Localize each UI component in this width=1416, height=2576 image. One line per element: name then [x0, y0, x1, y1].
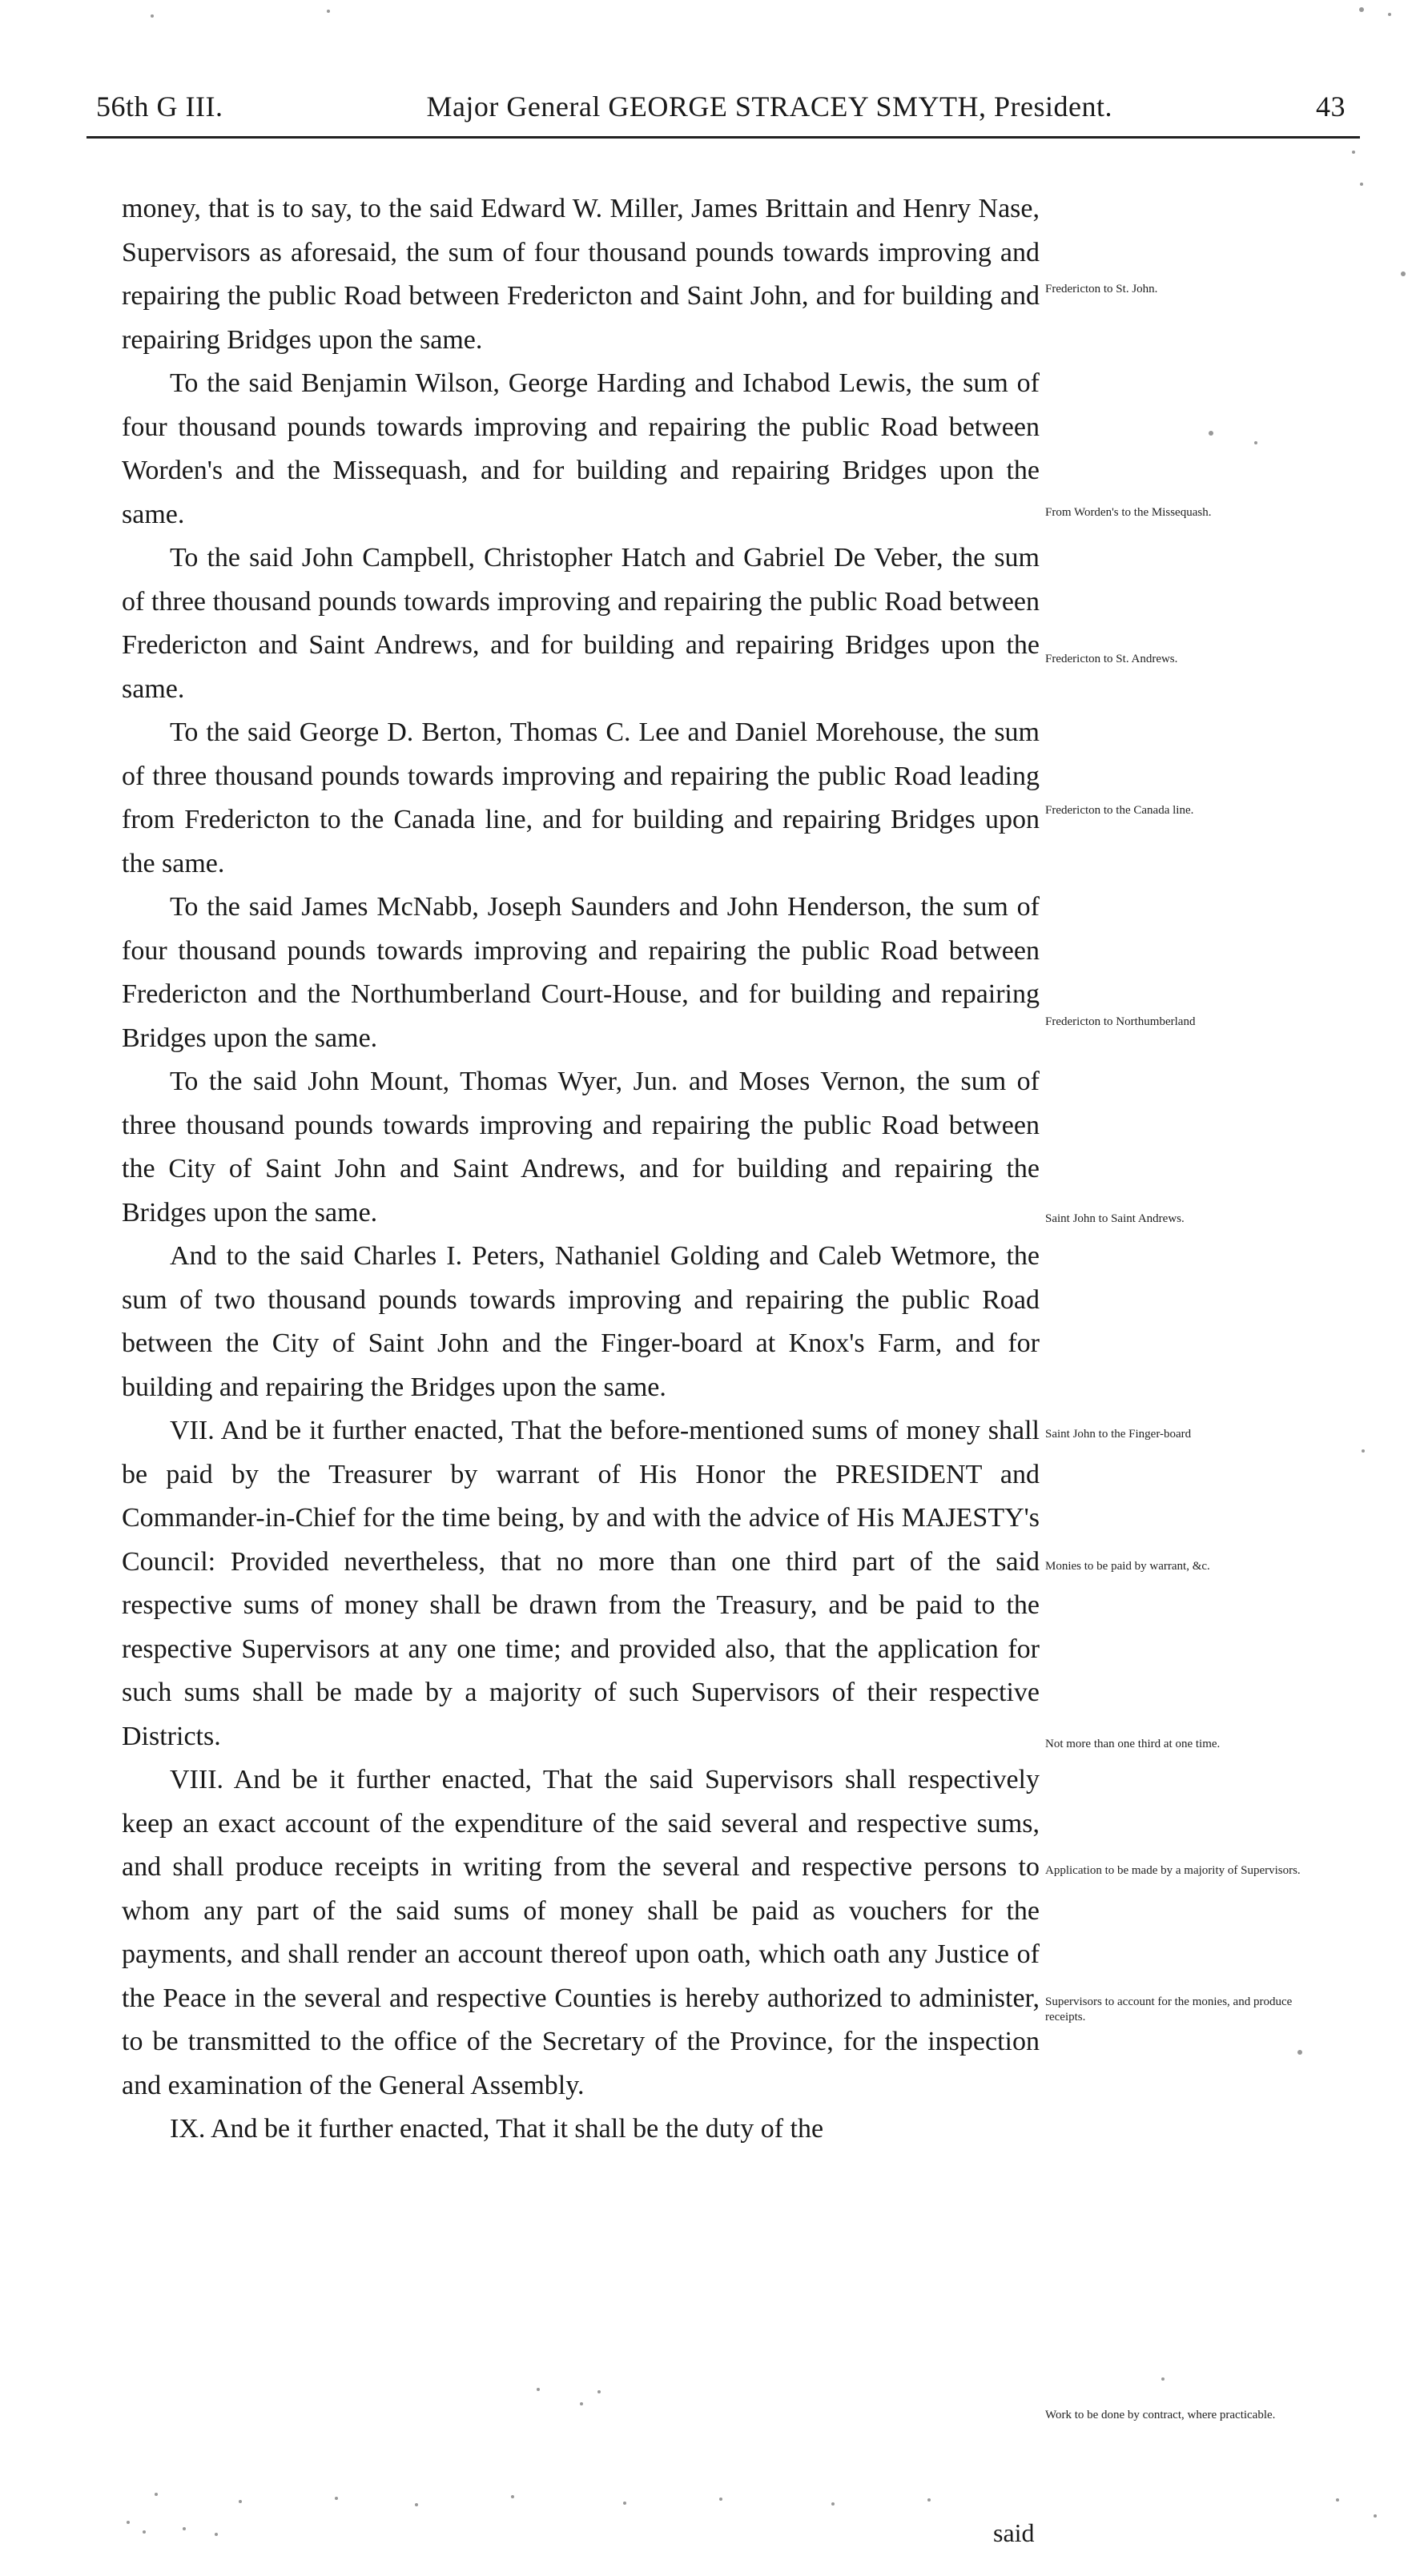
- paragraph-road-fredericton-canada-line: To the said George D. Berton, Thomas C. Lee and Daniel Morehouse, the sum of three thousand pounds towards improving and repairing the public Road leading from Fredericton to the Canada line, and for building and repairing Bridges upon the same.: [122, 717, 1040, 878]
- catchword: said: [993, 2518, 1035, 2547]
- paragraph-road-wordens-missequash: To the said Benjamin Wilson, George Harding and Ichabod Lewis, the sum of four thousand pounds towards improving and repairing the public Road between Worden's and the Missequash, and for building and repairing Bridges upon the same.: [122, 368, 1040, 529]
- margin-note-monies-warrant: Monies to be paid by warrant, &c.: [1045, 1560, 1210, 1573]
- margin-note-fredericton-northumberland: Fredericton to Northumberland: [1045, 1015, 1196, 1028]
- session-reference: 56th G III.: [96, 90, 223, 123]
- section-viii: VIII. And be it further enacted, That the said Supervisors shall respectively keep an exact account of the expenditure of the said several and respective sums, and shall produce receipts in writing from the several and respective persons to whom any part of the said sums of money shall be paid as vouchers for the payments, and shall render an account thereof upon oath, which oath any Justice of the Peace in the several and respective Counties is hereby authorized to administer, to be transmitted to the office of the Secretary of the Province, for the inspection and examination of the General Assembly.: [122, 1765, 1040, 2100]
- margin-note-one-third: Not more than one third at one time.: [1045, 1738, 1221, 1750]
- margin-note-saint-john-saint-andrews: Saint John to Saint Andrews.: [1045, 1212, 1185, 1225]
- margin-note-saint-john-finger-board: Saint John to the Finger-board: [1045, 1428, 1192, 1441]
- running-title: Major General GEORGE STRACEY SMYTH, President.: [426, 90, 1113, 123]
- margin-note-work-by-contract: Work to be done by contract, where practicable.: [1045, 2409, 1276, 2421]
- paragraph-road-fredericton-northumberland: To the said James McNabb, Joseph Saunders and John Henderson, the sum of four thousand pounds towards improving and repairing the public Road between Fredericton and the Northumberland Court-House, and for building and repairing Bridges upon the same.: [122, 892, 1040, 1053]
- paragraph-road-fredericton-saint-andrews: To the said John Campbell, Christopher Hatch and Gabriel De Veber, the sum of three thousand pounds towards improving and repairing the public Road between Fredericton and Saint Andrews, and for building and repairing Bridges upon the same.: [122, 543, 1040, 704]
- margin-note-fredericton-canada-line: Fredericton to the Canada line.: [1045, 804, 1194, 817]
- margin-note-application-majority: Application to be made by a majority of Supervisors.: [1045, 1864, 1301, 1877]
- margin-note-fredericton-st-andrews: Fredericton to St. Andrews.: [1045, 653, 1178, 665]
- section-vii: VII. And be it further enacted, That the before-mentioned sums of money shall be paid by the Treasurer by warrant of His Honor the PRESIDENT and Commander-in-Chief for the time being, by and with the advice of His MAJESTY's Council: Provided nevertheless, that no more than one third part of the said respective sums of money shall be drawn from the Treasury, and be paid to the respective Supervisors at any one time; and provided also, that the application for such sums shall be made by a majority of such Supervisors of their respective Districts.: [122, 1416, 1040, 1751]
- page-number: 43: [1316, 90, 1346, 123]
- paragraph-road-saint-john-finger-board: And to the said Charles I. Peters, Nathaniel Golding and Caleb Wetmore, the sum of two thousand pounds towards improving and repairing the public Road between the City of Saint John and the Finger-board at Knox's Farm, and for building and repairing the Bridges upon the same.: [122, 1241, 1040, 1402]
- margin-note-supervisors-account: Supervisors to account for the monies, and produce receipts.: [1045, 1995, 1293, 2023]
- paragraph-road-saint-john-saint-andrews: To the said John Mount, Thomas Wyer, Jun. and Moses Vernon, the sum of three thousand pounds towards improving and repairing the public Road between the City of Saint John and Saint Andrews, and for building and repairing the Bridges upon the same.: [122, 1067, 1040, 1228]
- margin-note-wordens-missequash: From Worden's to the Missequash.: [1045, 506, 1212, 519]
- margin-note-fredericton-st-john: Fredericton to St. John.: [1045, 283, 1158, 295]
- section-ix: IX. And be it further enacted, That it shall be the duty of the: [170, 2114, 824, 2144]
- paragraph-road-fredericton-saint-john: money, that is to say, to the said Edward W. Miller, James Brittain and Henry Nase, Supervisors as aforesaid, the sum of four thousand pounds towards improving and repairing the public Road between Fredericton and Saint John, and for building and repairing Bridges upon the same.: [122, 194, 1040, 355]
